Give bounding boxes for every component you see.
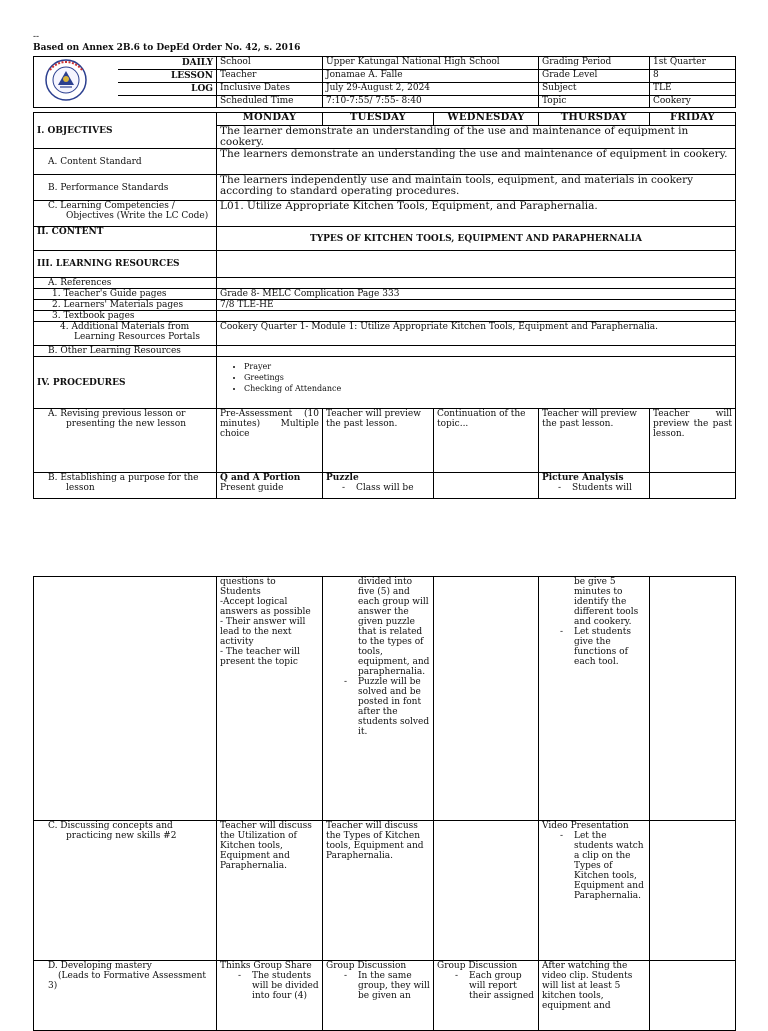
qa-line: questions to bbox=[220, 577, 276, 587]
puzzle-text-cont: divided into five (5) and each group will answer the given puzzle that is related to the types of tools, equipment, and paraphernalia. bbox=[358, 577, 430, 677]
content-text: TYPES OF KITCHEN TOOLS, EQUIPMENT AND PARAPHERNALIA bbox=[217, 227, 736, 251]
learning-resources-label: III. LEARNING RESOURCES bbox=[34, 251, 217, 278]
qa-line: -Accept logical bbox=[220, 597, 288, 607]
teacher-label: Teacher bbox=[217, 70, 323, 83]
references-label: A. References bbox=[34, 278, 217, 289]
additional-materials-line2: Learning Resources Portals bbox=[74, 332, 201, 342]
list-item: • Checking of Attendance bbox=[244, 383, 732, 394]
day-friday: FRIDAY bbox=[650, 113, 736, 126]
grade-level-label: Grade Level bbox=[539, 70, 650, 83]
list-item: • Greetings bbox=[244, 372, 732, 383]
purpose-thursday-cont bbox=[539, 577, 650, 821]
mastery-label-line2: (Leads to Formative Assessment bbox=[58, 971, 207, 981]
lesson-table-page-2 bbox=[33, 576, 736, 1031]
day-monday: MONDAY bbox=[217, 113, 323, 126]
content-standard-text: The learners demonstrate an understanding the use and maintenance of equipment in cookery. bbox=[217, 149, 736, 175]
discussing-friday bbox=[650, 821, 736, 961]
grade-level-value: 8 bbox=[650, 70, 736, 83]
puzzle-title: Puzzle bbox=[326, 473, 359, 483]
preliminaries-list bbox=[220, 361, 732, 394]
subject-value: TLE bbox=[650, 83, 736, 96]
purpose-tuesday-cont bbox=[323, 577, 434, 821]
group-discussion-title: Group Discussion bbox=[437, 961, 518, 971]
revising-wednesday: Continuation of the topic... bbox=[434, 409, 539, 473]
purpose-wednesday bbox=[434, 473, 539, 499]
qa-line: answers as possible bbox=[220, 607, 311, 617]
additional-materials-value: Cookery Quarter 1- Module 1: Utilize Appropriate Kitchen Tools, Equipment and Paraphernalia. bbox=[217, 322, 736, 346]
textbook-pages-value bbox=[217, 311, 736, 322]
doc-title-log: LOG bbox=[118, 83, 217, 96]
qa-line: present the topic bbox=[220, 657, 298, 667]
mastery-thursday: After watching the video clip. Students will list at least 5 kitchen tools, equipment and bbox=[539, 961, 650, 1031]
revising-label-line1: A. Revising previous lesson or bbox=[48, 409, 186, 419]
revising-lesson-label bbox=[34, 409, 217, 473]
other-resources-label: B. Other Learning Resources bbox=[34, 346, 217, 357]
qa-line: Students bbox=[220, 587, 261, 597]
day-wednesday: WEDNESDAY bbox=[434, 113, 539, 126]
objectives-label: I. OBJECTIVES bbox=[34, 113, 217, 149]
top-dashes: -- bbox=[33, 32, 40, 42]
deped-seal-icon bbox=[34, 57, 118, 103]
purpose-label-cont bbox=[34, 577, 217, 821]
mastery-monday bbox=[217, 961, 323, 1031]
time-value: 7:10-7:55/ 7:55- 8:40 bbox=[323, 96, 539, 108]
picture-analysis-text: - Students will bbox=[542, 483, 646, 493]
video-presentation-title: Video Presentation bbox=[542, 821, 629, 831]
school-value: Upper Katungal National High School bbox=[323, 57, 539, 70]
purpose-monday bbox=[217, 473, 323, 499]
lc-label-line1: C. Learning Competencies / bbox=[48, 201, 175, 211]
think-group-share-title: Thinks Group Share bbox=[220, 961, 312, 971]
procedures-preliminaries bbox=[217, 357, 736, 409]
content-label: II. CONTENT bbox=[34, 227, 217, 251]
performance-standards-label: B. Performance Standards bbox=[34, 175, 217, 201]
think-group-share-item: - The students will be divided into four (4) bbox=[220, 971, 319, 1001]
revising-friday: Teacher will preview the past lesson. bbox=[650, 409, 736, 473]
teachers-guide-value: Grade 8- MELC Complication Page 333 bbox=[217, 289, 736, 300]
mastery-wednesday bbox=[434, 961, 539, 1031]
day-thursday: THURSDAY bbox=[539, 113, 650, 126]
revising-monday: Pre-Assessment (10 minutes) Multiple choice bbox=[217, 409, 323, 473]
performance-standards-text: The learners independently use and maintain tools, equipment, and materials in cookery according to standard operating procedures. bbox=[217, 175, 736, 201]
time-label: Scheduled Time bbox=[217, 96, 323, 108]
picture-analysis-dash-item: - Let students give the functions of each tool. bbox=[542, 627, 646, 667]
doc-title-blank bbox=[118, 96, 217, 108]
discussing-thursday bbox=[539, 821, 650, 961]
revising-tuesday: Teacher will preview the past lesson. bbox=[323, 409, 434, 473]
purpose-monday-cont bbox=[217, 577, 323, 821]
video-presentation-dash-item: - Let the students watch a clip on the Types of Kitchen tools, Equipment and Paraphernalia. bbox=[542, 831, 646, 901]
discussing-wednesday bbox=[434, 821, 539, 961]
purpose-thursday bbox=[539, 473, 650, 499]
qa-line: - Their answer will bbox=[220, 617, 306, 627]
qa-line: activity bbox=[220, 637, 254, 647]
qa-portion-title: Q and A Portion bbox=[220, 473, 301, 483]
picture-analysis-title: Picture Analysis bbox=[542, 473, 624, 483]
mastery-label-line1: D. Developing mastery bbox=[48, 961, 152, 971]
mastery-tuesday bbox=[323, 961, 434, 1031]
list-item: • Prayer bbox=[244, 361, 732, 372]
topic-label: Topic bbox=[539, 96, 650, 108]
revising-label-line2: presenting the new lesson bbox=[66, 419, 186, 429]
teachers-guide-label: 1. Teacher's Guide pages bbox=[34, 289, 217, 300]
dates-label: Inclusive Dates bbox=[217, 83, 323, 96]
school-label: School bbox=[217, 57, 323, 70]
mastery-friday bbox=[650, 961, 736, 1031]
deped-logo-cell bbox=[34, 57, 118, 108]
puzzle-dash-item: - Puzzle will be solved and be posted in font after the students solved it. bbox=[326, 677, 430, 737]
grading-period-label: Grading Period bbox=[539, 57, 650, 70]
topic-value: Cookery bbox=[650, 96, 736, 108]
additional-materials-label bbox=[34, 322, 217, 346]
lc-label-line2: Objectives (Write the LC Code) bbox=[66, 211, 209, 221]
purpose-label bbox=[34, 473, 217, 499]
group-discussion-title: Group Discussion bbox=[326, 961, 407, 971]
revising-thursday: Teacher will preview the past lesson. bbox=[539, 409, 650, 473]
lesson-table bbox=[33, 112, 736, 499]
qa-line: lead to the next bbox=[220, 627, 292, 637]
discussing-monday: Teacher will discuss the Utilization of Kitchen tools, Equipment and Paraphernalia. bbox=[217, 821, 323, 961]
discussing-tuesday: Teacher will discuss the Types of Kitchen tools, Equipment and Paraphernalia. bbox=[323, 821, 434, 961]
other-resources-blank bbox=[217, 346, 736, 357]
additional-materials-line1: 4. Additional Materials from bbox=[60, 322, 190, 332]
purpose-tuesday bbox=[323, 473, 434, 499]
grading-period-value: 1st Quarter bbox=[650, 57, 736, 70]
discussing-label-line2: practicing new skills #2 bbox=[66, 831, 177, 841]
developing-mastery-label bbox=[34, 961, 217, 1031]
puzzle-text: - Class will be bbox=[326, 483, 430, 493]
doc-title-lesson: LESSON bbox=[118, 70, 217, 83]
qa-portion-text: Present guide bbox=[220, 483, 284, 493]
dates-value: July 29-August 2, 2024 bbox=[323, 83, 539, 96]
purpose-label-line1: B. Establishing a purpose for the bbox=[48, 473, 199, 483]
day-tuesday: TUESDAY bbox=[323, 113, 434, 126]
subject-label: Subject bbox=[539, 83, 650, 96]
learners-materials-label: 2. Learners' Materials pages bbox=[34, 300, 217, 311]
mastery-label-line3: 3) bbox=[48, 981, 58, 991]
purpose-friday bbox=[650, 473, 736, 499]
group-discussion-item: - In the same group, they will be given an bbox=[326, 971, 430, 1001]
objectives-text: The learner demonstrate an understanding of the use and maintenance of equipment in cookery. bbox=[217, 126, 736, 149]
references-blank bbox=[217, 278, 736, 289]
header-table bbox=[33, 56, 736, 108]
group-discussion-item: - Each group will report their assigned bbox=[437, 971, 535, 1001]
content-standard-label: A. Content Standard bbox=[34, 149, 217, 175]
picture-analysis-cont: be give 5 minutes to identify the different tools and cookery. bbox=[574, 577, 639, 627]
purpose-friday-cont bbox=[650, 577, 736, 821]
learning-competencies-label bbox=[34, 201, 217, 227]
procedures-label: IV. PROCEDURES bbox=[34, 357, 217, 409]
doc-title-daily: DAILY bbox=[118, 57, 217, 70]
qa-line: - The teacher will bbox=[220, 647, 300, 657]
textbook-pages-label: 3. Textbook pages bbox=[34, 311, 217, 322]
annex-reference: Based on Annex 2B.6 to DepEd Order No. 42, s. 2016 bbox=[33, 43, 301, 53]
learners-materials-value: 7/8 TLE-HE bbox=[217, 300, 736, 311]
learning-competencies-text: L01. Utilize Appropriate Kitchen Tools, Equipment, and Paraphernalia. bbox=[217, 201, 736, 227]
teacher-value: Jonamae A. Falle bbox=[323, 70, 539, 83]
purpose-label-line2: lesson bbox=[66, 483, 95, 493]
discussing-concepts-label bbox=[34, 821, 217, 961]
learning-resources-blank bbox=[217, 251, 736, 278]
discussing-label-line1: C. Discussing concepts and bbox=[48, 821, 173, 831]
purpose-wednesday-cont bbox=[434, 577, 539, 821]
